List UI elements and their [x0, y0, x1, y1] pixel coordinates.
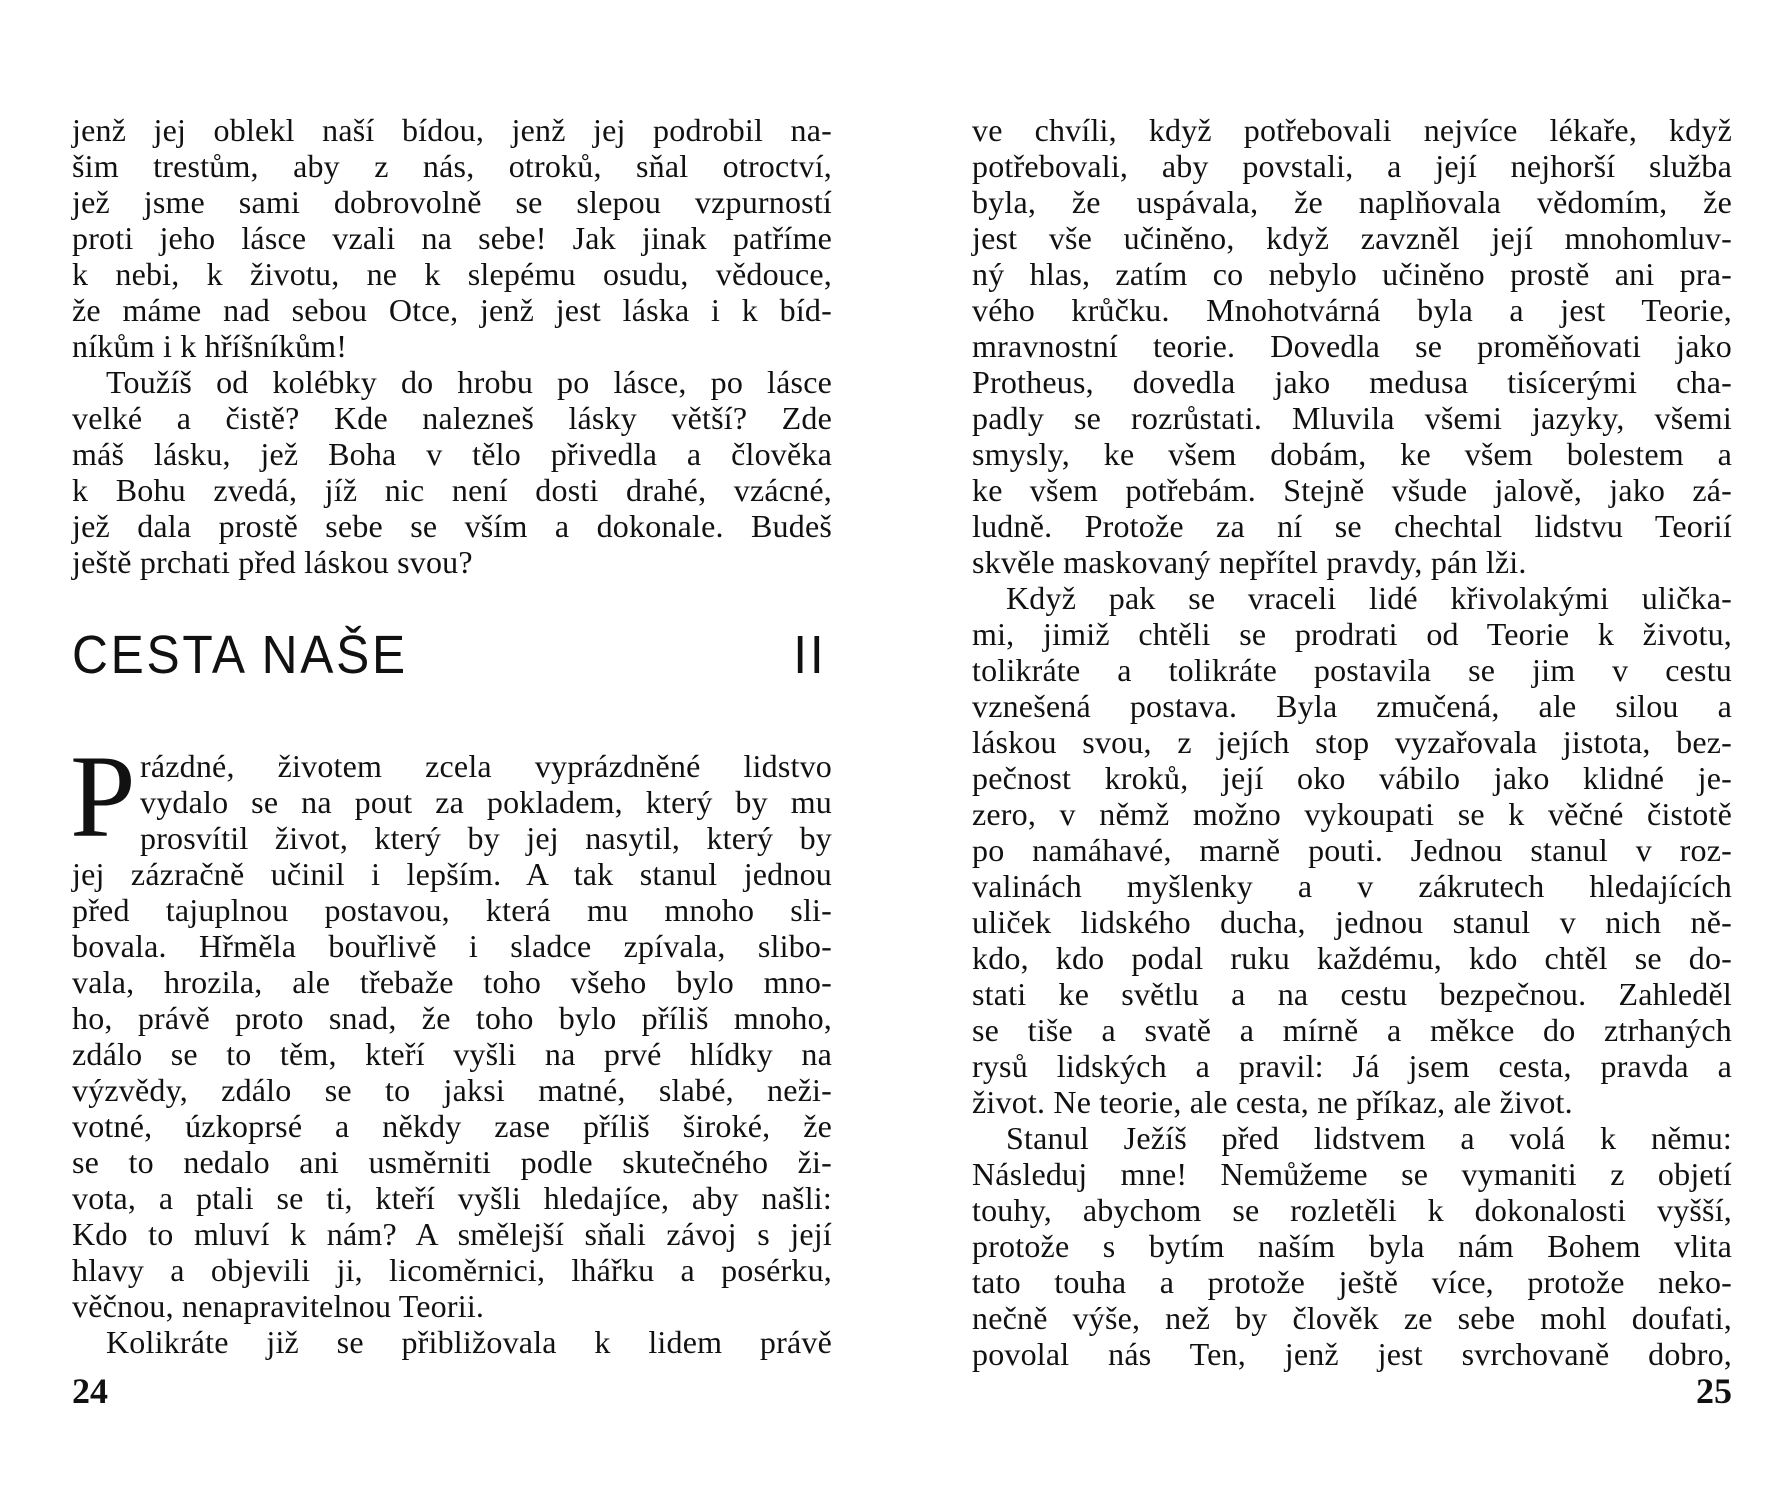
text-line: po namáhavé, marně pouti. Jednou stanul v roz- — [972, 832, 1732, 868]
right-page-text — [972, 112, 1732, 1372]
text-line: proti jeho lásce vzali na sebe! Jak jinak patříme — [72, 220, 832, 256]
chapter-number: II — [793, 625, 827, 685]
chapter-heading — [72, 620, 827, 690]
text-line: hlavy a objevili ji, licoměrnici, lhářku a posérku, — [72, 1252, 832, 1288]
text-line: padly se rozrůstati. Mluvila všemi jazyky, všemi — [972, 400, 1732, 436]
text-line: se tiše a svatě a mírně a měkce do ztrhaných — [972, 1012, 1732, 1048]
text-line: láskou svou, z jejích stop vyzařovala jistota, bez- — [972, 724, 1732, 760]
text-line: tolikráte a tolikráte postavila se jim v cestu — [972, 652, 1732, 688]
text-line: Kdo to mluví k nám? A smělejší sňali závoj s její — [72, 1216, 832, 1252]
text-line: jenž jej oblekl naší bídou, jenž jej podrobil na- — [72, 112, 832, 148]
text-line: bovala. Hřměla bouřlivě i sladce zpívala, slibo- — [72, 928, 832, 964]
text-line: jest vše učiněno, když zavzněl její mnohomluv- — [972, 220, 1732, 256]
text-line: tato touha a protože ještě více, protože neko- — [972, 1264, 1732, 1300]
text-line: Toužíš od kolébky do hrobu po lásce, po lásce — [106, 364, 832, 400]
page-number: 25 — [1696, 1371, 1732, 1411]
left-page-top-text — [72, 112, 832, 580]
text-line: šim trestům, aby z nás, otroků, sňal otroctví, — [72, 148, 832, 184]
text-line: smysly, ke všem dobám, ke všem bolestem a — [972, 436, 1732, 472]
text-line: Když pak se vraceli lidé křivolakými ulička- — [1006, 580, 1732, 616]
text-line: vota, a ptali se ti, kteří vyšli hledajíce, aby našli: — [72, 1180, 832, 1216]
text-line: před tajuplnou postavou, která mu mnoho sli- — [72, 892, 832, 928]
text-line: skvěle maskovaný nepřítel pravdy, pán lži. — [972, 544, 1527, 580]
text-line: pečnost kroků, její oko vábilo jako klidné je- — [972, 760, 1732, 796]
text-line: touhy, abychom se rozletěli k dokonalosti vyšší, — [972, 1192, 1732, 1228]
text-line: povolal nás Ten, jenž jest svrchovaně dobro, — [972, 1336, 1732, 1372]
text-line: ludně. Protože za ní se chechtal lidstvu Teorií — [972, 508, 1732, 544]
text-line: votné, úzkoprsé a někdy zase příliš široké, že — [72, 1108, 832, 1144]
text-line: stati ke světlu a na cestu bezpečnou. Zahleděl — [972, 976, 1732, 1012]
text-line: valinách myšlenky a v zákrutech hledajících — [972, 868, 1732, 904]
text-line: mi, jimiž chtěli se prodrati od Teorie k životu, — [972, 616, 1732, 652]
text-line: rysů lidských a pravil: Já jsem cesta, pravda a — [972, 1048, 1732, 1084]
text-line: byla, že uspávala, že naplňovala vědomím, že — [972, 184, 1732, 220]
text-line: vydalo se na pout za pokladem, který by mu — [140, 784, 832, 820]
drop-cap: P — [70, 731, 136, 862]
text-line: Následuj mne! Nemůžeme se vymaniti z objetí — [972, 1156, 1732, 1192]
text-line: že máme nad sebou Otce, jenž jest láska i k bíd- — [72, 292, 832, 328]
text-line: výzvědy, zdálo se to jaksi matné, slabé, neži- — [72, 1072, 832, 1108]
text-line: vého krůčku. Mnohotvárná byla a jest Teorie, — [972, 292, 1732, 328]
text-line: nečně výše, než by člověk ze sebe mohl doufati, — [972, 1300, 1732, 1336]
text-line: níkům i k hříšníkům! — [72, 328, 348, 364]
text-line: Protheus, dovedla jako medusa tisícerými cha- — [972, 364, 1732, 400]
text-line: mravnostní teorie. Dovedla se proměňovati jako — [972, 328, 1732, 364]
text-line: Kolikráte již se přibližovala k lidem právě — [106, 1324, 832, 1360]
text-line: kdo, kdo podal ruku každému, kdo chtěl se do- — [972, 940, 1732, 976]
text-line: rázdné, životem zcela vyprázdněné lidstvo — [140, 748, 832, 784]
text-line: život. Ne teorie, ale cesta, ne příkaz, ale život. — [972, 1084, 1573, 1120]
text-line: jej zázračně učinil i lepším. A tak stanul jednou — [72, 856, 832, 892]
text-line: velké a čistě? Kde nalezneš lásky větší? Zde — [72, 400, 832, 436]
text-line: potřebovali, aby povstali, a její nejhorší služba — [972, 148, 1732, 184]
text-line: vala, hrozila, ale třebaže toho všeho bylo mno- — [72, 964, 832, 1000]
text-line: ho, právě proto snad, že toho bylo příliš mnoho, — [72, 1000, 832, 1036]
text-line: ve chvíli, když potřebovali nejvíce lékaře, když — [972, 112, 1732, 148]
text-line: Stanul Ježíš před lidstvem a volá k němu: — [1006, 1120, 1732, 1156]
text-line: k Bohu zvedá, jíž nic není dosti drahé, vzácné, — [72, 472, 832, 508]
page-number: 24 — [72, 1371, 108, 1411]
text-line: prosvítil život, který by jej nasytil, který by — [140, 820, 832, 856]
text-line: věčnou, nenapravitelnou Teorii. — [72, 1288, 485, 1324]
text-line: ještě prchati před láskou svou? — [72, 544, 473, 580]
drop-cap-paragraph — [70, 731, 832, 862]
text-line: ke všem potřebám. Stejně všude jalově, jako zá- — [972, 472, 1732, 508]
text-line: uliček lidského ducha, jednou stanul v nich ně- — [972, 904, 1732, 940]
chapter-body — [70, 731, 832, 1360]
text-line: k nebi, k životu, ne k slepému osudu, vědouce, — [72, 256, 832, 292]
text-line: ný hlas, zatím co nebylo učiněno prostě ani pra- — [972, 256, 1732, 292]
text-line: zero, v němž možno vykoupati se k věčné čistotě — [972, 796, 1732, 832]
text-line: máš lásku, jež Boha v tělo přivedla a člověka — [72, 436, 832, 472]
text-line: vznešená postava. Byla zmučená, ale silou a — [972, 688, 1732, 724]
text-line: jež jsme sami dobrovolně se slepou vzpurností — [72, 184, 832, 220]
text-line: jež dala prostě sebe se vším a dokonale. Budeš — [72, 508, 832, 544]
text-line: zdálo se to těm, kteří vyšli na prvé hlídky na — [72, 1036, 832, 1072]
chapter-title: CESTA NAŠE — [72, 625, 408, 685]
text-line: se to nedalo ani usměrniti podle skutečného ži- — [72, 1144, 832, 1180]
right-page — [894, 0, 1788, 1500]
text-line: protože s bytím naším byla nám Bohem vlita — [972, 1228, 1732, 1264]
